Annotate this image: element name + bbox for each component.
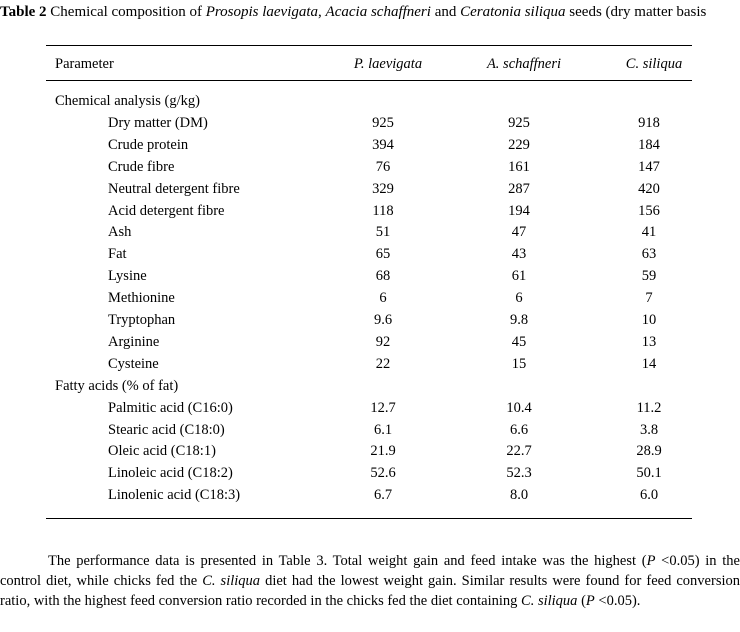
table-row [0, 484, 740, 506]
cell-value: 10 [641, 312, 657, 328]
species-name: Acacia schaffneri [325, 4, 431, 20]
cell-value: 11.2 [636, 399, 662, 416]
cell-value: 6.1 [373, 421, 393, 438]
table-row [0, 134, 740, 156]
cell-value: 92 [375, 333, 391, 350]
row-label: Ash [108, 224, 132, 241]
row-label: Tryptophan [108, 312, 176, 328]
cell-value: 61 [511, 268, 527, 285]
cell-value: 925 [508, 114, 530, 131]
table-row [0, 265, 740, 287]
row-label: Stearic acid (C18:0) [108, 421, 225, 438]
table-header-rule [46, 80, 692, 81]
table-row [0, 243, 740, 265]
cell-value: 41 [641, 224, 657, 241]
table-row [0, 178, 740, 200]
cell-value: 6 [515, 290, 523, 307]
cell-value: 6.6 [509, 421, 529, 438]
row-label: Linolenic acid (C18:3) [108, 487, 241, 504]
table-row [0, 156, 740, 178]
row-label: Oleic acid (C18:1) [108, 443, 216, 460]
cell-value: 287 [508, 180, 530, 197]
cell-value: 22 [375, 355, 391, 372]
table-row [0, 419, 740, 441]
cell-value: 47 [511, 224, 527, 241]
cell-value: 63 [641, 246, 657, 263]
cell-value: 6.0 [639, 487, 659, 504]
section-title: Fatty acids (% of fat) [55, 377, 179, 394]
row-label: Acid detergent fibre [108, 202, 225, 219]
cell-value: 394 [372, 136, 394, 153]
table-row [0, 287, 740, 309]
cell-value: 156 [638, 202, 660, 219]
cell-value: 10.4 [506, 399, 532, 416]
cell-value: 14 [641, 355, 657, 372]
cell-value: 925 [372, 114, 394, 131]
table-row [0, 397, 740, 419]
cell-value: 184 [638, 136, 660, 153]
row-label: Linoleic acid (C18:2) [108, 465, 233, 482]
cell-value: 194 [508, 202, 530, 219]
table-number: Table 2 [0, 4, 47, 20]
cell-value: 147 [638, 158, 660, 175]
column-header-p-laevigata: P. laevigata [353, 56, 423, 72]
cell-value: 6.7 [373, 487, 393, 504]
cell-value: 9.8 [509, 312, 529, 328]
table-row [0, 200, 740, 222]
cell-value: 118 [372, 202, 394, 219]
cell-value: 65 [375, 246, 391, 263]
cell-value: 28.9 [636, 443, 662, 460]
cell-value: 420 [638, 180, 660, 197]
cell-value: 13 [641, 333, 657, 350]
cell-value: 8.0 [509, 487, 529, 504]
cell-value: 76 [375, 158, 391, 175]
table-row [0, 462, 740, 484]
section-title: Chemical analysis (g/kg) [55, 93, 200, 109]
table-caption: Table 2 Chemical composition of Prosopis laevigata, Acacia schaffneri and Ceratonia siliqua seeds (dry matter basis [0, 4, 707, 20]
cell-value: 52.3 [506, 465, 532, 482]
row-label: Palmitic acid (C16:0) [108, 399, 233, 416]
row-label: Crude protein [108, 136, 189, 153]
table-row [0, 353, 740, 375]
cell-value: 51 [375, 224, 391, 241]
row-label: Cysteine [108, 355, 159, 372]
cell-value: 9.6 [373, 312, 393, 328]
row-label: Arginine [108, 333, 160, 350]
table-top-rule [46, 45, 692, 46]
species-name: Ceratonia siliqua [460, 4, 566, 20]
section-row [0, 90, 740, 112]
cell-value: 59 [641, 268, 657, 285]
cell-value: 22.7 [506, 443, 532, 460]
table-row [0, 221, 740, 243]
cell-value: 52.6 [370, 465, 396, 482]
cell-value: 6 [379, 290, 387, 307]
cell-value: 12.7 [370, 399, 396, 416]
cell-value: 7 [645, 290, 653, 307]
row-label: Crude fibre [108, 158, 175, 175]
cell-value: 918 [638, 114, 660, 131]
species-name: Prosopis laevigata [205, 4, 319, 20]
table-row [0, 331, 740, 353]
table-row [0, 440, 740, 462]
table-row [0, 112, 740, 134]
column-header-a-schaffneri: A. schaffneri [486, 56, 562, 72]
cell-value: 68 [375, 268, 391, 285]
row-label: Neutral detergent fibre [108, 180, 240, 197]
column-header-c-siliqua: C. siliqua [625, 56, 683, 72]
cell-value: 50.1 [636, 465, 662, 482]
cell-value: 15 [511, 355, 527, 372]
table-bottom-rule [46, 518, 692, 519]
cell-value: 45 [511, 333, 527, 350]
cell-value: 43 [511, 246, 527, 263]
cell-value: 3.8 [639, 421, 659, 438]
row-label: Lysine [108, 268, 147, 285]
row-label: Methionine [108, 290, 175, 307]
cell-value: 229 [508, 136, 530, 153]
row-label: Fat [108, 246, 127, 263]
cell-value: 21.9 [370, 443, 396, 460]
section-row [0, 375, 740, 397]
cell-value: 329 [372, 180, 394, 197]
body-paragraph: The performance data is presented in Table 3. Total weight gain and feed intake was the highest (P <0.05) in the control diet, while chicks fed the C. siliqua diet had the lowest weight gain. Similar results were found for feed conversion ratio, with the highest feed conversion ratio recorded in the chicks fed the diet containing C. siliqua (P <0.05). [0, 553, 740, 609]
cell-value: 161 [508, 158, 530, 175]
table-row [0, 309, 740, 331]
row-label: Dry matter (DM) [108, 114, 208, 131]
column-header-parameter: Parameter [55, 56, 114, 72]
